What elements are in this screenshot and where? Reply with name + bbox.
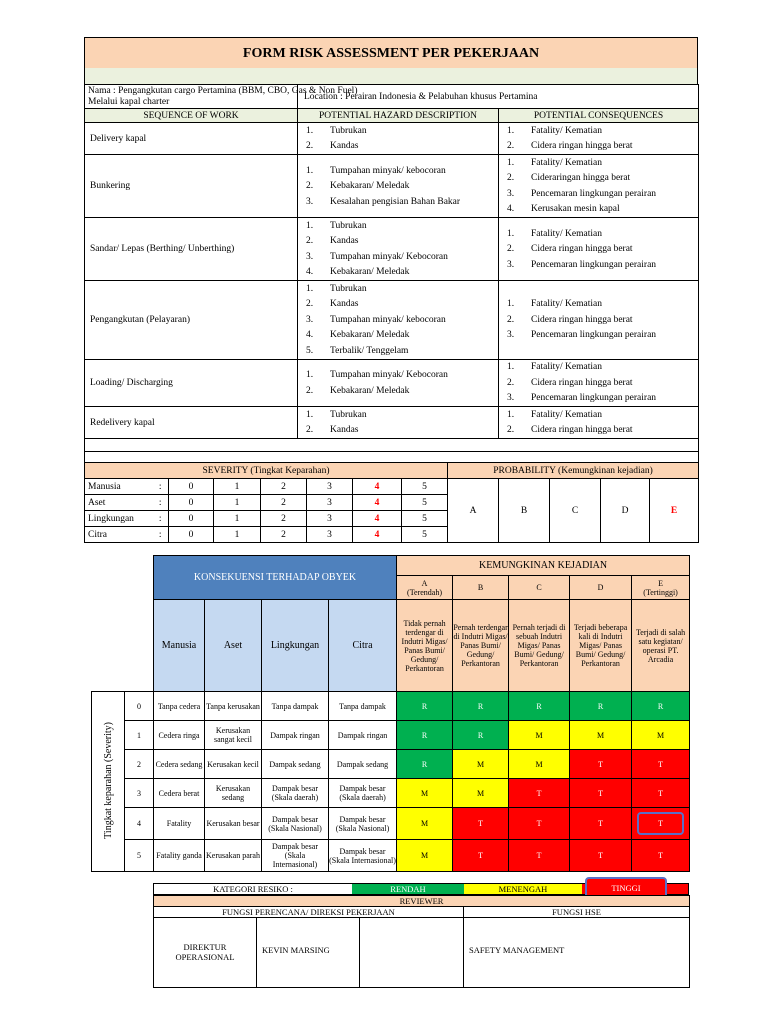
consequence-item: 2. Cidera ringan hingga berat <box>507 314 633 325</box>
consequence-item: 3. Pencemaran lingkungan perairan <box>507 330 657 341</box>
hazard-item: 2. Kandas <box>306 299 359 310</box>
effect-cell: Dampak besar (Skala daerah) <box>262 779 329 808</box>
effect-cell: Tanpa kerusakan <box>205 692 262 721</box>
probability-level: A <box>448 479 499 543</box>
risk-cell: R <box>397 692 453 721</box>
kategori-rendah: RENDAH <box>352 884 464 894</box>
severity-level: 2 <box>261 527 307 543</box>
hazard-item: 4. Kebakaran/ Meledak <box>306 330 410 341</box>
risk-cell: M <box>397 779 453 808</box>
risk-cell: T <box>632 779 690 808</box>
matrix-level: 2 <box>125 750 154 779</box>
risk-cell: M <box>453 750 509 779</box>
object-citra: Citra <box>329 600 397 692</box>
consequence-item: 2. Cidera ringan hingga berat <box>507 244 633 254</box>
severity-level: 4 <box>353 511 402 527</box>
hazard-item: 5. Terbalik/ Tenggelam <box>306 345 409 356</box>
signature-blank <box>360 918 464 988</box>
effect-cell: Kerusakan kecil <box>205 750 262 779</box>
risk-cell: R <box>509 692 570 721</box>
consequence-item: 2. Cidera ringan hingga berat <box>507 141 633 152</box>
hazard-item: 4. Kebakaran/ Meledak <box>306 267 410 278</box>
effect-cell: Tanpa dampak <box>329 692 397 721</box>
severity-level: 2 <box>261 511 307 527</box>
object-lingkungan: Lingkungan <box>262 600 329 692</box>
risk-cell: M <box>397 808 453 840</box>
severity-level: 5 <box>402 495 448 511</box>
hazard-item: 2. Kandas <box>306 141 359 152</box>
prob-col-head: A (Terendah) <box>397 576 453 600</box>
probability-level: D <box>601 479 650 543</box>
effect-cell: Dampak besar (Skala daerah) <box>329 779 397 808</box>
risk-cell: R <box>397 721 453 750</box>
risk-cell: T <box>632 750 690 779</box>
effect-cell: Kerusakan sangat kecil <box>205 721 262 750</box>
work-loading: Loading/ Discharging <box>85 359 298 407</box>
severity-level: 5 <box>402 511 448 527</box>
risk-cell: T <box>632 840 690 872</box>
header-sequence: SEQUENCE OF WORK <box>85 109 298 123</box>
consequence-item: 2. Cideraringan hingga berat <box>507 173 631 184</box>
risk-cell: M <box>509 750 570 779</box>
risk-cell: M <box>509 721 570 750</box>
severity-level: 1 <box>214 495 261 511</box>
prob-col-desc: Tidak pernah terdengar di Indutri Migas/ Panas Bumi/ Gedung/ Perkantoran <box>397 600 453 692</box>
effect-cell: Kerusakan parah <box>205 840 262 872</box>
severity-table <box>84 462 699 543</box>
hazard-table <box>84 84 699 466</box>
risk-cell: M <box>453 779 509 808</box>
severity-sep: : <box>153 527 169 543</box>
nama-line2: Melalui kapal charter <box>88 96 170 107</box>
prob-col-desc: Pernah terdengar di Indutri Migas/ Panas Bumi/ Gedung/ Perkantoran <box>453 600 509 692</box>
severity-level: 1 <box>214 479 261 495</box>
work-bunkering: Bunkering <box>85 155 298 218</box>
severity-level: 3 <box>307 527 353 543</box>
severity-level: 3 <box>307 479 353 495</box>
kevin-marsing: KEVIN MARSING <box>257 918 360 988</box>
matrix-level: 5 <box>125 840 154 872</box>
consequence-item: 2. Cidera ringan hingga berat <box>507 377 633 388</box>
effect-cell: Tanpa cedera <box>154 692 205 721</box>
nama-line1: Nama : Pengangkutan cargo Pertamina (BBM, CBO, Gas & Non Fuel) <box>88 85 358 96</box>
effect-cell: Kerusakan besar <box>205 808 262 840</box>
consequence-item: 2. Cidera ringan hingga berat <box>507 425 633 436</box>
risk-cell: T <box>570 808 632 840</box>
severity-level: 3 <box>307 511 353 527</box>
probability-level: E <box>650 479 699 543</box>
hazard-item: 2. Kandas <box>306 425 359 436</box>
konsekuensi-title: KONSEKUENSI TERHADAP OBYEK <box>154 556 397 600</box>
effect-cell: Kerusakan sedang <box>205 779 262 808</box>
severity-sep: : <box>153 479 169 495</box>
work-sandar: Sandar/ Lepas (Berthing/ Unberthing) <box>85 218 298 281</box>
reviewer-table <box>153 895 690 988</box>
severity-level: 5 <box>402 527 448 543</box>
form-title: FORM RISK ASSESSMENT PER PEKERJAAN <box>84 37 698 69</box>
hazard-item: 1. Tubrukan <box>306 283 367 294</box>
severity-level: 5 <box>402 479 448 495</box>
risk-cell: T <box>509 808 570 840</box>
effect-cell: Dampak besar (Skala Internasional) <box>262 840 329 872</box>
severity-title: SEVERITY (Tingkat Keparahan) <box>85 463 448 479</box>
risk-cell: T <box>453 840 509 872</box>
probability-title: PROBABILITY (Kemungkinan kejadian) <box>448 463 699 479</box>
consequence-item: 4. Kerusakan mesin kapal <box>507 204 620 215</box>
effect-cell: Dampak ringan <box>329 721 397 750</box>
hazard-item: 1. Tumpahan minyak/ Kebocoran <box>306 370 448 380</box>
hazard-item: 2. Kebakaran/ Meledak <box>306 385 410 396</box>
risk-cell-highlighted: T <box>632 808 690 840</box>
fungsi-perencana: FUNGSI PERENCANA/ DIREKSI PEKERJAAN <box>154 907 464 918</box>
consequence-item: 1. Fatality/ Kematian <box>507 125 602 136</box>
effect-cell: Dampak besar (Skala Internasional) <box>329 840 397 872</box>
title-spacer <box>84 68 698 84</box>
kategori-menengah: MENENGAH <box>464 884 582 894</box>
severity-level: 0 <box>169 527 214 543</box>
severity-sep: : <box>153 511 169 527</box>
risk-cell: M <box>632 721 690 750</box>
severity-level: 4 <box>353 495 402 511</box>
location-text: Location : Perairan Indonesia & Pelabuhan khusus Pertamina <box>304 91 538 102</box>
matrix-level: 0 <box>125 692 154 721</box>
severity-level: 0 <box>169 479 214 495</box>
fungsi-hse: FUNGSI HSE <box>464 907 690 918</box>
effect-cell: Tanpa dampak <box>262 692 329 721</box>
effect-cell: Cedera sedang <box>154 750 205 779</box>
risk-cell: R <box>397 750 453 779</box>
effect-cell: Fatality ganda <box>154 840 205 872</box>
risk-cell: T <box>570 779 632 808</box>
risk-cell: M <box>570 721 632 750</box>
risk-cell: T <box>570 750 632 779</box>
hazard-item: 2. Kandas <box>306 236 359 247</box>
severity-sep: : <box>153 495 169 511</box>
prob-col-desc: Terjadi beberapa kali di Indutri Migas/ Panas Bumi/ Gedung/ Perkantoran <box>570 600 632 692</box>
risk-cell: R <box>632 692 690 721</box>
risk-cell: T <box>453 808 509 840</box>
header-hazard: POTENTIAL HAZARD DESCRIPTION <box>298 109 499 123</box>
safety-management: SAFETY MANAGEMENT <box>464 918 690 988</box>
probability-level: C <box>550 479 601 543</box>
effect-cell: Cedera ringa <box>154 721 205 750</box>
matrix-level: 4 <box>125 808 154 840</box>
severity-level: 3 <box>307 495 353 511</box>
severity-level: 4 <box>353 527 402 543</box>
consequence-item: 3. Pencemaran lingkungan perairan <box>507 259 657 270</box>
risk-matrix <box>91 555 690 872</box>
consequence-item: 3. Pencemaran lingkungan perairan <box>507 188 657 199</box>
reviewer-title: REVIEWER <box>154 896 690 907</box>
consequence-item: 1. Fatality/ Kematian <box>507 299 602 310</box>
severity-axis-label: Tingkat keparahan (Severity) <box>92 692 125 872</box>
hazard-item: 1. Tumpahan minyak/ kebocoran <box>306 165 446 176</box>
effect-cell: Fatality <box>154 808 205 840</box>
probability-level: B <box>499 479 550 543</box>
consequence-item: 1. Fatality/ Kematian <box>507 228 602 239</box>
prob-col-desc: Pernah terjadi di sebuah Indutri Migas/ Panas Bumi/ Gedung/ Perkantoran <box>509 600 570 692</box>
risk-cell: M <box>397 840 453 872</box>
consequence-item: 1. Fatality/ Kematian <box>507 409 602 420</box>
severity-level: 2 <box>261 495 307 511</box>
risk-cell: T <box>570 840 632 872</box>
hazard-item: 1. Tubrukan <box>306 409 367 420</box>
effect-cell: Dampak sedang <box>262 750 329 779</box>
kategori-tinggi: TINGGI <box>585 877 667 899</box>
effect-cell: Dampak sedang <box>329 750 397 779</box>
severity-level: 4 <box>353 479 402 495</box>
risk-cell: R <box>570 692 632 721</box>
work-redelivery: Redelivery kapal <box>85 407 298 439</box>
severity-level: 1 <box>214 527 261 543</box>
severity-level: 2 <box>261 479 307 495</box>
header-consequences: POTENTIAL CONSEQUENCES <box>499 109 699 123</box>
effect-cell: Cedera berat <box>154 779 205 808</box>
risk-cell: T <box>509 840 570 872</box>
risk-cell: R <box>453 692 509 721</box>
prob-col-head: B <box>453 576 509 600</box>
hazard-item: 1. Tubrukan <box>306 125 367 136</box>
prob-col-head: C <box>509 576 570 600</box>
severity-level: 1 <box>214 511 261 527</box>
hazard-item: 1. Tubrukan <box>306 220 367 231</box>
severity-row-label: Lingkungan <box>85 511 153 527</box>
consequence-item: 1. Fatality/ Kematian <box>507 362 602 373</box>
prob-col-desc: Terjadi di salah satu kegiatan/ operasi PT. Arcadia <box>632 600 690 692</box>
matrix-level: 3 <box>125 779 154 808</box>
object-manusia: Manusia <box>154 600 205 692</box>
hazard-item: 2. Kebakaran/ Meledak <box>306 181 410 191</box>
risk-cell: R <box>453 721 509 750</box>
consequence-item: 3. Pencemaran lingkungan perairan <box>507 393 657 404</box>
prob-col-head: E (Tertinggi) <box>632 576 690 600</box>
work-pengangkutan: Pengangkutan (Pelayaran) <box>85 281 298 360</box>
effect-cell: Dampak ringan <box>262 721 329 750</box>
severity-level: 0 <box>169 495 214 511</box>
effect-cell: Dampak besar (Skala Nasional) <box>329 808 397 840</box>
kemungkinan-title: KEMUNGKINAN KEJADIAN <box>397 556 690 576</box>
severity-row-label: Aset <box>85 495 153 511</box>
effect-cell: Dampak besar (Skala Nasional) <box>262 808 329 840</box>
work-delivery: Delivery kapal <box>85 123 298 155</box>
severity-row-label: Manusia <box>85 479 153 495</box>
direktur-operasional: DIREKTUR OPERASIONAL <box>154 918 257 988</box>
severity-level: 0 <box>169 511 214 527</box>
matrix-level: 1 <box>125 721 154 750</box>
consequence-item: 1. Fatality/ Kematian <box>507 157 602 168</box>
prob-col-head: D <box>570 576 632 600</box>
object-aset: Aset <box>205 600 262 692</box>
hazard-item: 3. Tumpahan minyak/ kebocoran <box>306 314 446 325</box>
risk-cell: T <box>509 779 570 808</box>
hazard-item: 3. Kesalahan pengisian Bahan Bakar <box>306 196 461 207</box>
hazard-item: 3. Tumpahan minyak/ Kebocoran <box>306 251 448 262</box>
severity-row-label: Citra <box>85 527 153 543</box>
kategori-label: KATEGORI RESIKO : <box>213 884 293 894</box>
